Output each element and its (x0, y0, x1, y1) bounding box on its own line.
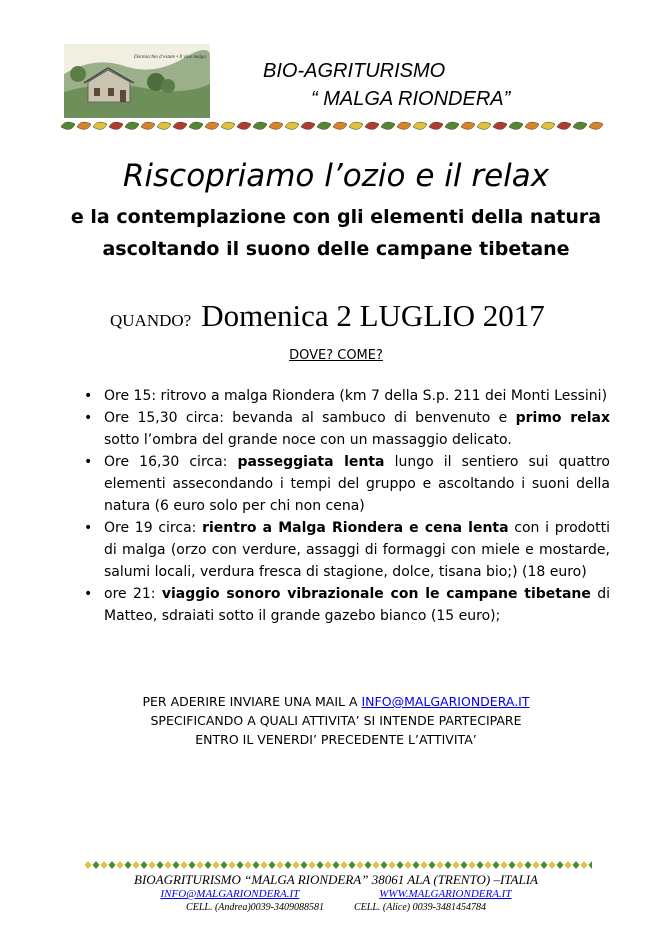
diamond-icon (205, 861, 212, 869)
diamond-icon (437, 861, 444, 869)
diamond-icon (389, 861, 396, 869)
diamond-icon (533, 861, 540, 869)
schedule-highlight: viaggio sonoro vibrazionale con le campane tibetane (161, 586, 591, 602)
signup-instructions (0, 692, 672, 749)
diamond-icon (573, 861, 580, 869)
leaf-icon (557, 122, 571, 129)
diamond-icon (261, 861, 268, 869)
schedule-item (82, 517, 610, 583)
diamond-icon (333, 861, 340, 869)
leaf-icon (93, 122, 107, 129)
bullet-icon: • (84, 586, 93, 602)
footer-phones (0, 902, 672, 913)
schedule-text: lungo il sentiero sui quattro elementi assecondando i tempi del gruppo e ascoltando i suoni della natura (6 euro solo per chi non cena) (104, 454, 610, 514)
diamond-icon (237, 861, 244, 869)
leaf-icon (461, 122, 475, 129)
cta-line-1 (0, 692, 672, 711)
leaf-icon (221, 122, 235, 129)
diamond-icon (341, 861, 348, 869)
diamond-icon (157, 861, 164, 869)
leaf-icon (285, 122, 299, 129)
diamond-icon (245, 861, 252, 869)
diamond-icon (197, 861, 204, 869)
leaf-icon (349, 122, 363, 129)
diamond-icon (221, 861, 228, 869)
where-how-heading: DOVE? COME? (289, 348, 383, 363)
diamond-icon (141, 861, 148, 869)
leaf-icon (157, 122, 171, 129)
schedule-text: Ore 15: ritrovo a malga Riondera (km 7 della S.p. 211 dei Monti Lessini) (104, 388, 608, 404)
diamond-icon (165, 861, 172, 869)
schedule-list (82, 385, 610, 627)
diamond-icon (277, 861, 284, 869)
diamond-icon (581, 861, 588, 869)
diamond-icon (461, 861, 468, 869)
cta-line-3: ENTRO IL VENERDI’ PRECEDENTE L’ATTIVITA’ (195, 732, 477, 747)
diamond-icon (301, 861, 308, 869)
leaf-icon (253, 122, 267, 129)
schedule-highlight: primo relax (515, 410, 610, 426)
diamond-icon (253, 861, 260, 869)
footer-cell-alice: CELL. (Alice) 0039-3481454784 (354, 902, 486, 913)
cta-prefix: PER ADERIRE INVIARE UNA MAIL A (142, 694, 362, 709)
header-line-2: “ MALGA RIONDERA” (311, 88, 511, 110)
diamond-icon (477, 861, 484, 869)
diamond-icon (485, 861, 492, 869)
leaf-icon (77, 122, 91, 129)
diamond-icon (173, 861, 180, 869)
diamond-icon (93, 861, 100, 869)
diamond-icon (565, 861, 572, 869)
diamond-icon (501, 861, 508, 869)
schedule-text: ore 21: (104, 586, 162, 602)
schedule-text: sotto l’ombra del grande noce con un massaggio delicato. (104, 432, 512, 448)
diamond-icon (109, 861, 116, 869)
footer-website-link[interactable]: WWW.MALGARIONDERA.IT (379, 888, 512, 900)
diamond-icon (413, 861, 420, 869)
leaf-icon (573, 122, 587, 129)
footer-cell-andrea: CELL. (Andrea)0039-3409088581 (186, 902, 325, 913)
leaf-icon (429, 122, 443, 129)
diamond-icon (189, 861, 196, 869)
schedule-item (82, 407, 610, 451)
header-line-1: BIO-AGRITURISMO (263, 60, 446, 82)
subtitle-line-2: ascoltando il suono delle campane tibetane (102, 238, 570, 260)
diamond-icon (469, 861, 476, 869)
schedule-item (82, 583, 610, 627)
footer-email-link[interactable]: INFO@MALGARIONDERA.IT (160, 888, 300, 900)
leaf-icon (173, 122, 187, 129)
schedule-text: Ore 19 circa: (104, 520, 203, 536)
diamond-icon (133, 861, 140, 869)
diamond-icon (349, 861, 356, 869)
diamond-icon (405, 861, 412, 869)
autumn-leaves-border-icon (60, 118, 608, 136)
logo-caption: Dormicchio d’estate • Il vino malga (134, 55, 206, 60)
page-title: Riscopriamo l’ozio e il relax (122, 158, 550, 194)
diamond-icon (325, 861, 332, 869)
diamond-icon (557, 861, 564, 869)
diamond-icon (293, 861, 300, 869)
schedule-text: Ore 15,30 circa: bevanda al sambuco di benvenuto e (104, 410, 516, 426)
schedule-item (82, 451, 610, 517)
diamond-icon (589, 861, 593, 869)
leaf-icon (301, 122, 315, 129)
leaf-icon (125, 122, 139, 129)
schedule-highlight: passeggiata lenta (237, 454, 385, 470)
diamond-chain-border-icon (84, 858, 592, 870)
diamond-icon (445, 861, 452, 869)
leaf-icon (317, 122, 331, 129)
diamond-icon (397, 861, 404, 869)
leaf-icon (381, 122, 395, 129)
diamond-icon (357, 861, 364, 869)
leaf-icon (237, 122, 251, 129)
leaf-icon (525, 122, 539, 129)
diamond-icon (373, 861, 380, 869)
diamond-icon (149, 861, 156, 869)
diamond-icon (517, 861, 524, 869)
diamond-icon (269, 861, 276, 869)
logo-illustration (64, 44, 210, 118)
leaf-icon (141, 122, 155, 129)
diamond-icon (117, 861, 124, 869)
diamond-icon (85, 861, 92, 869)
schedule-text: Ore 16,30 circa: (104, 454, 238, 470)
leaf-icon (541, 122, 555, 129)
leaf-icon (61, 122, 75, 129)
subtitle-line-1: e la contemplazione con gli elementi della natura (70, 206, 602, 228)
diamond-icon (381, 861, 388, 869)
leaf-icon (445, 122, 459, 129)
diamond-icon (181, 861, 188, 869)
event-when (110, 298, 545, 334)
leaf-icon (269, 122, 283, 129)
diamond-icon (541, 861, 548, 869)
diamond-icon (125, 861, 132, 869)
bullet-icon: • (84, 410, 93, 426)
farmhouse-landscape-icon (64, 44, 210, 118)
diamond-icon (509, 861, 516, 869)
bullet-icon: • (84, 388, 93, 404)
leaf-icon (189, 122, 203, 129)
cta-email-link[interactable]: INFO@MALGARIONDERA.IT (361, 694, 530, 709)
diamond-icon (213, 861, 220, 869)
leaf-icon (205, 122, 219, 129)
diamond-icon (493, 861, 500, 869)
leaf-icon (333, 122, 347, 129)
leaf-icon (365, 122, 379, 129)
bullet-icon: • (84, 520, 93, 536)
cta-line-2: SPECIFICANDO A QUALI ATTIVITA’ SI INTENDE PARTECIPARE (150, 713, 522, 728)
diamond-icon (549, 861, 556, 869)
leaf-icon (413, 122, 427, 129)
when-label: QUANDO? (110, 311, 192, 330)
event-date: Domenica 2 LUGLIO 2017 (201, 298, 545, 333)
leaf-icon (493, 122, 507, 129)
diamond-icon (421, 861, 428, 869)
schedule-text: di Matteo, sdraiati sotto il grande gazebo bianco (15 euro); (104, 586, 610, 624)
diamond-icon (285, 861, 292, 869)
footer-links (0, 888, 672, 900)
leaf-icon (589, 122, 603, 129)
leaf-icon (509, 122, 523, 129)
schedule-item (82, 385, 610, 407)
bullet-icon: • (84, 454, 93, 470)
schedule-text: con i prodotti di malga (orzo con verdure, assaggi di formaggi con miele e mostarde, salumi locali, verdura fresca di stagione, dolce, tisana bio;) (18 euro) (104, 520, 610, 580)
diamond-icon (453, 861, 460, 869)
diamond-icon (309, 861, 316, 869)
leaf-icon (109, 122, 123, 129)
diamond-icon (101, 861, 108, 869)
diamond-icon (525, 861, 532, 869)
diamond-icon (317, 861, 324, 869)
schedule-highlight: rientro a Malga Riondera e cena lenta (202, 520, 509, 536)
leaf-icon (397, 122, 411, 129)
footer-address: BIOAGRITURISMO “MALGA RIONDERA” 38061 ALA (TRENTO) –ITALIA (134, 872, 538, 887)
leaf-icon (477, 122, 491, 129)
diamond-icon (229, 861, 236, 869)
diamond-icon (429, 861, 436, 869)
diamond-icon (365, 861, 372, 869)
